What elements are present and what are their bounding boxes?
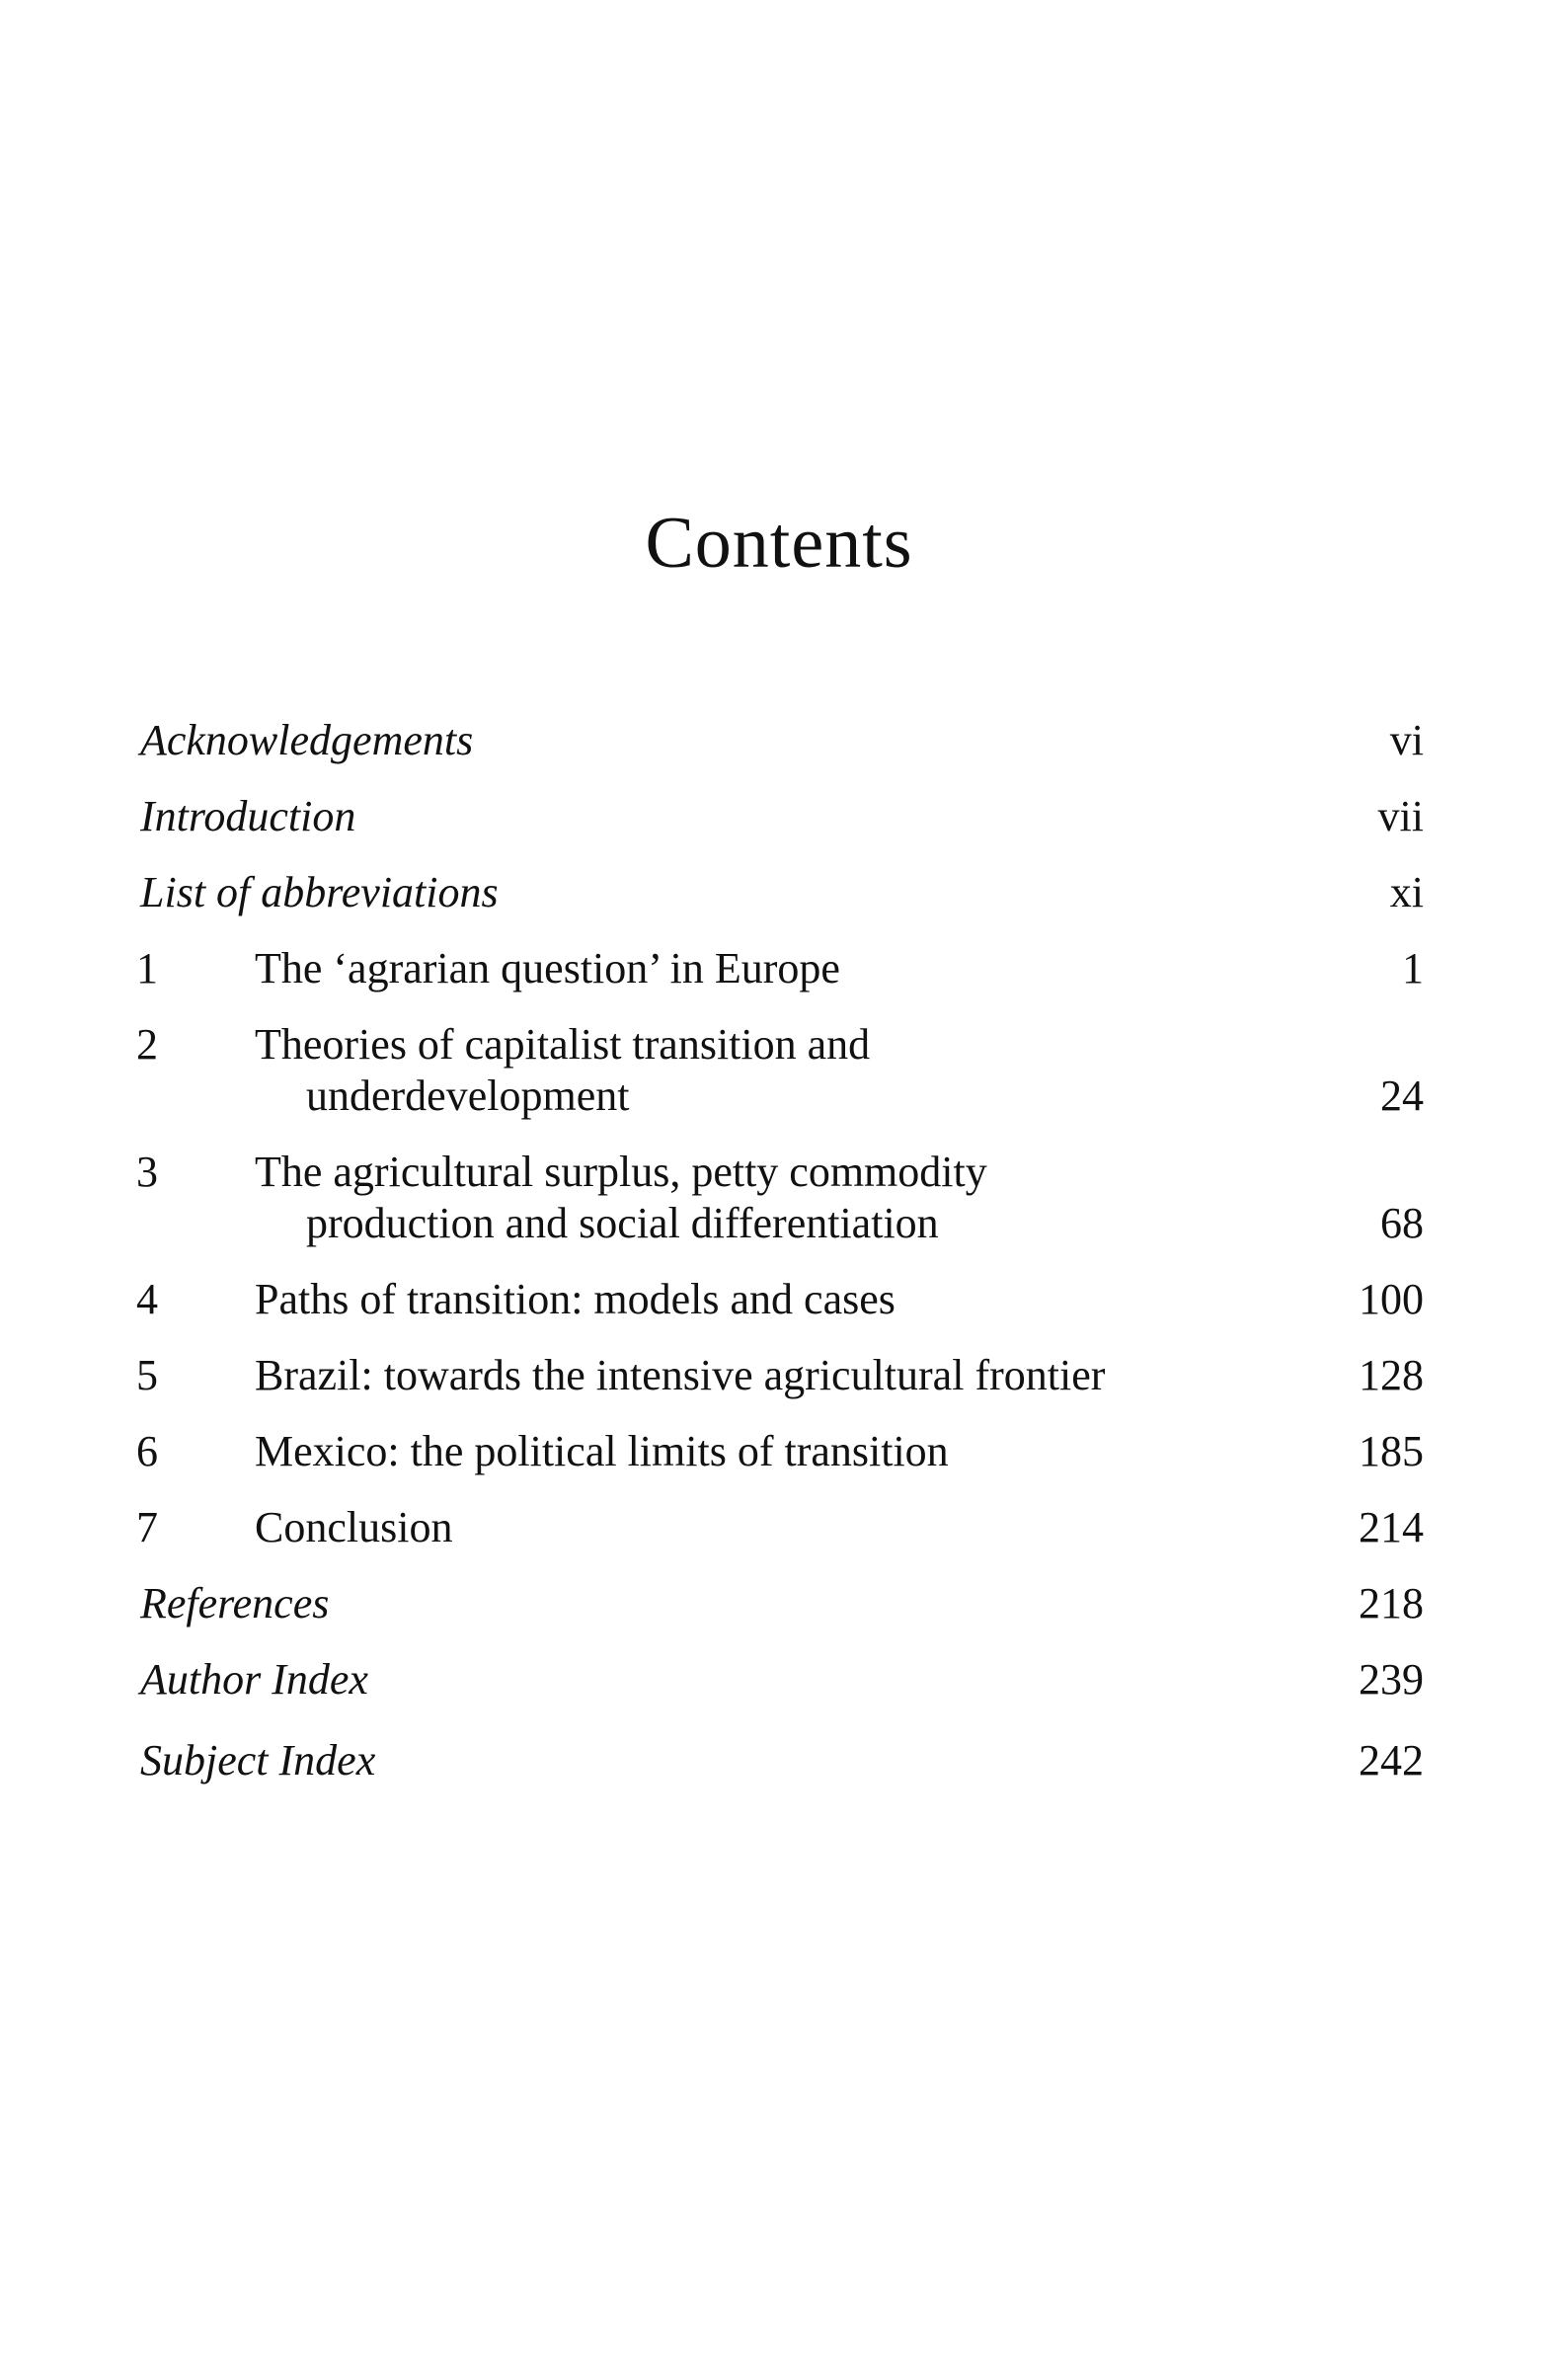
toc-entry-page: 68 <box>1380 1199 1424 1247</box>
chapter-title <box>255 1502 1242 1553</box>
toc-entry-label: Author Index <box>140 1655 368 1704</box>
toc-entry-page: 128 <box>1359 1351 1424 1399</box>
chapter-number: 4 <box>136 1275 158 1323</box>
toc-entry-page: vii <box>1377 792 1424 840</box>
toc-entry-label: Acknowledgements <box>140 716 474 764</box>
chapter-number: 1 <box>136 944 158 992</box>
toc-entry-page: 185 <box>1359 1427 1424 1475</box>
chapter-title <box>255 1274 1242 1325</box>
toc-entry-page: 100 <box>1359 1275 1424 1323</box>
chapter-title-line: Paths of transition: models and cases <box>255 1275 896 1323</box>
toc-entry-page: xi <box>1389 868 1424 916</box>
toc-entry-page: 24 <box>1380 1071 1424 1120</box>
page-title: Contents <box>645 503 913 584</box>
chapter-title-line: production and social differentiation <box>306 1199 939 1247</box>
toc-entry-page: vi <box>1389 716 1424 764</box>
chapter-title <box>255 943 1242 994</box>
chapter-number: 6 <box>136 1427 158 1475</box>
chapter-title-line: The agricultural surplus, petty commodity <box>255 1148 987 1196</box>
chapter-title-line: Conclusion <box>255 1503 453 1551</box>
toc-entry-page: 1 <box>1402 944 1424 992</box>
chapter-number: 3 <box>136 1148 158 1196</box>
toc-entry-label: List of abbreviations <box>140 868 499 916</box>
chapter-number: 2 <box>136 1020 158 1069</box>
toc-entry-page: 242 <box>1359 1736 1424 1785</box>
toc-entry-label: Introduction <box>140 792 356 840</box>
toc-entry-label: Subject Index <box>140 1736 376 1785</box>
toc-entry-page: 239 <box>1359 1655 1424 1704</box>
chapter-number: 7 <box>136 1503 158 1551</box>
chapter-title-line: underdevelopment <box>306 1071 630 1120</box>
chapter-title-line: Brazil: towards the intensive agricultural frontier <box>255 1351 1106 1399</box>
chapter-title <box>255 1147 1242 1249</box>
chapter-title-line: Mexico: the political limits of transition <box>255 1427 949 1475</box>
chapter-title-line: The ‘agrarian question’ in Europe <box>255 944 840 992</box>
chapter-title <box>255 1426 1242 1477</box>
toc-entry-page: 218 <box>1359 1579 1424 1627</box>
chapter-number: 5 <box>136 1351 158 1399</box>
chapter-title-line: Theories of capitalist transition and <box>255 1020 871 1069</box>
chapter-title <box>255 1019 1242 1122</box>
toc-entry-label: References <box>140 1579 330 1627</box>
chapter-title <box>255 1350 1242 1401</box>
toc-entry-page: 214 <box>1359 1503 1424 1551</box>
